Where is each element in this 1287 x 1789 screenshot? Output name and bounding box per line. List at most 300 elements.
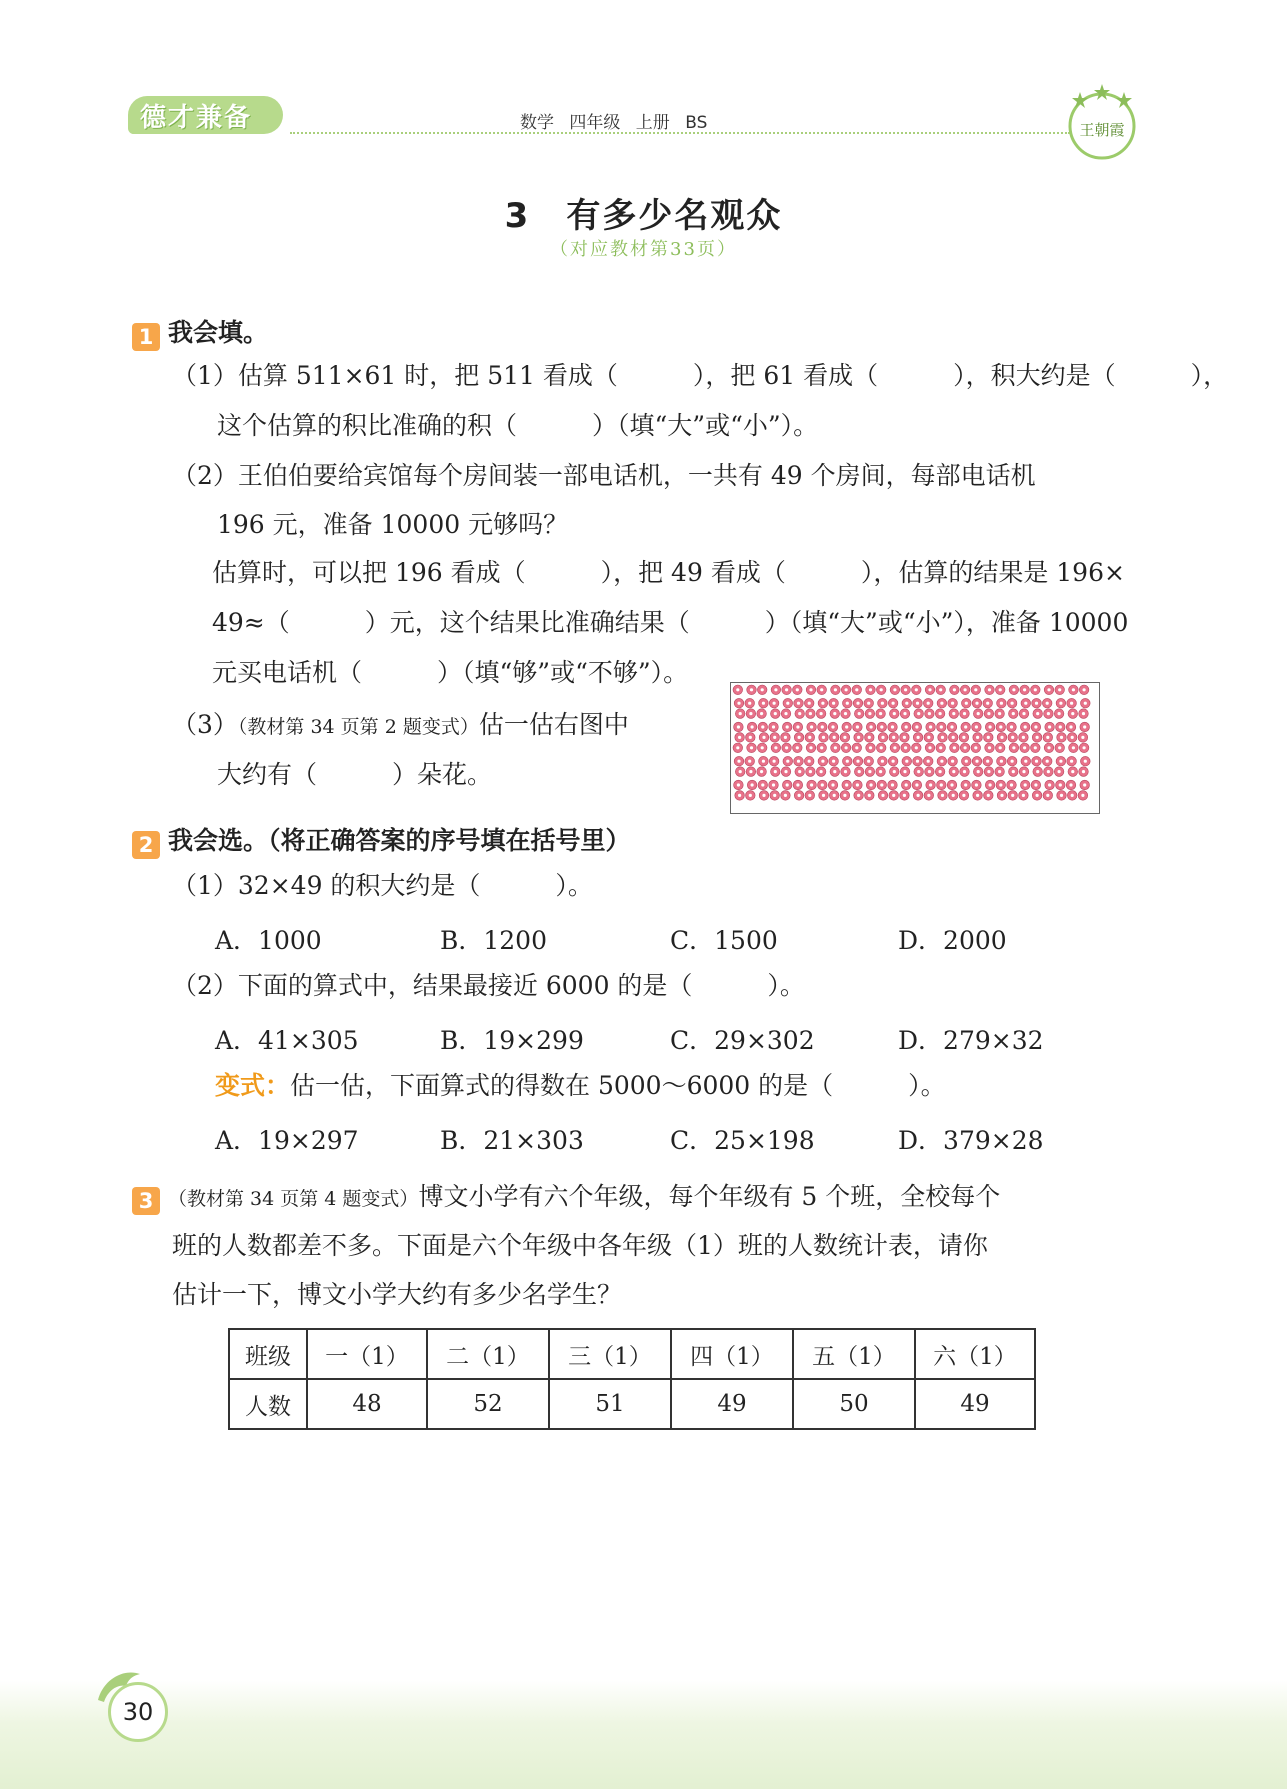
flower-center	[809, 746, 812, 749]
flower-center	[1035, 702, 1038, 705]
flower-center	[785, 688, 788, 691]
flower-center	[941, 794, 944, 797]
brand-logo	[118, 82, 288, 142]
q3-note: （教材第 34 页第 4 题变式）	[168, 1188, 419, 1210]
flower-center	[939, 688, 942, 691]
flower-center	[1023, 746, 1026, 749]
flower-center	[953, 688, 956, 691]
flower-center	[869, 746, 872, 749]
flower-center	[870, 725, 873, 728]
flower-center	[916, 702, 919, 705]
flower-center	[1081, 736, 1084, 739]
flower-center	[761, 688, 764, 691]
page-number: 30	[108, 1682, 168, 1742]
flower-center	[820, 746, 823, 749]
flower-center	[798, 770, 801, 773]
flower-center	[870, 783, 873, 786]
q1-heading	[132, 313, 268, 351]
flower-center	[749, 712, 752, 715]
flower-center	[831, 725, 834, 728]
flower-center	[880, 725, 883, 728]
header-subject: 数学 四年级 上册 BS	[520, 113, 708, 133]
flower-center	[917, 770, 920, 773]
flower-center	[1069, 725, 1072, 728]
flower-center	[786, 725, 789, 728]
q1-number-badge: 1	[132, 323, 160, 351]
flower-center	[905, 702, 908, 705]
flower-center	[738, 794, 741, 797]
flower-center	[965, 702, 968, 705]
flower-center	[772, 783, 775, 786]
flower-center	[940, 725, 943, 728]
flower-center	[929, 725, 932, 728]
flower-center	[1000, 736, 1003, 739]
count-cell: 49	[671, 1379, 793, 1429]
flower-center	[760, 712, 763, 715]
flower-center	[941, 736, 944, 739]
flower-center	[893, 746, 896, 749]
flower-center	[834, 746, 837, 749]
flower-center	[1072, 688, 1075, 691]
flower-center	[1059, 760, 1062, 763]
flower-center	[869, 688, 872, 691]
flower-center	[881, 702, 884, 705]
flower-center	[928, 688, 931, 691]
flower-center	[893, 688, 896, 691]
flower-center	[1072, 746, 1075, 749]
flower-center	[998, 770, 1001, 773]
flower-center	[977, 712, 980, 715]
flower-center	[903, 712, 906, 715]
flower-center	[749, 736, 752, 739]
q1-p3-prefix: （3）	[172, 710, 238, 739]
flower-center	[1047, 746, 1050, 749]
flower-center	[810, 725, 813, 728]
flower-center	[772, 725, 775, 728]
flower-center	[928, 770, 931, 773]
flower-center	[737, 725, 740, 728]
flower-center	[1071, 794, 1074, 797]
flower-center	[736, 688, 739, 691]
flower-center	[761, 746, 764, 749]
flower-center	[1048, 783, 1051, 786]
flower-center	[915, 783, 918, 786]
flower-center	[867, 702, 870, 705]
flower-center	[1081, 794, 1084, 797]
flower-center	[892, 760, 895, 763]
flower-center	[786, 760, 789, 763]
flower-center	[820, 688, 823, 691]
flower-center	[751, 725, 754, 728]
flower-center	[820, 712, 823, 715]
q2-variant-option-a: A．19×297	[215, 1126, 359, 1155]
flower-center	[797, 760, 800, 763]
page-title: 3 有多少名观众	[504, 196, 783, 236]
q3-line2: 班的人数都差不多。下面是六个年级中各年级（1）班的人数统计表，请你	[172, 1231, 988, 1260]
flower-center	[796, 725, 799, 728]
flower-center	[952, 712, 955, 715]
flower-center	[1012, 712, 1015, 715]
flower-center	[1082, 712, 1085, 715]
flower-center	[1022, 794, 1025, 797]
flower-center	[857, 736, 860, 739]
flower-center	[927, 702, 930, 705]
seal-lettering: 王朝霞	[1079, 121, 1125, 139]
flower-center	[774, 770, 777, 773]
flower-center	[1034, 725, 1037, 728]
q3-line3: 估计一下，博文小学大约有多少名学生？	[172, 1280, 623, 1309]
flower-center	[893, 770, 896, 773]
flower-center	[833, 712, 836, 715]
flower-center	[962, 794, 965, 797]
flower-center	[808, 794, 811, 797]
flower-center	[736, 746, 739, 749]
flower-center	[856, 760, 859, 763]
flower-center	[1011, 794, 1014, 797]
flower-center	[951, 760, 954, 763]
flower-center	[881, 760, 884, 763]
flower-center	[975, 760, 978, 763]
flower-center	[915, 725, 918, 728]
flower-center	[762, 760, 765, 763]
q2-p1-option-b: B．1200	[440, 926, 547, 955]
q2-heading-text: 我会选。（将正确答案的序号填在括号里）	[168, 826, 631, 855]
q2-p2-option-d: D．279×32	[898, 1026, 1044, 1055]
flower-center	[797, 702, 800, 705]
q1-p2-line2: 196 元，准备 10000 元够吗？	[217, 510, 569, 539]
q3-line1	[132, 1182, 1000, 1215]
flower-center	[953, 746, 956, 749]
count-cell: 51	[549, 1379, 671, 1429]
flower-center	[892, 794, 895, 797]
flower-center	[808, 736, 811, 739]
flower-center	[1023, 688, 1026, 691]
q1-p1-line2: 这个估算的积比准确的积（ ）（填“大”或“小”）。	[217, 411, 819, 440]
flower-center	[976, 736, 979, 739]
flower-center	[962, 736, 965, 739]
flower-center	[880, 688, 883, 691]
flower-center	[893, 712, 896, 715]
flower-center	[843, 736, 846, 739]
flower-center	[999, 783, 1002, 786]
flower-center	[773, 794, 776, 797]
flower-center	[892, 702, 895, 705]
flower-center	[809, 688, 812, 691]
flower-center	[748, 760, 751, 763]
flower-grid-image	[730, 682, 1100, 814]
flower-center	[903, 794, 906, 797]
flower-center	[786, 783, 789, 786]
q2-heading	[132, 821, 631, 859]
flower-center	[834, 688, 837, 691]
q1-p1-line1: （1）估算 511×61 时，把 511 看成（ ），把 61 看成（ ），积大约是（ ），	[172, 361, 1229, 390]
flower-center	[737, 702, 740, 705]
q1-p3-note: （教材第 34 页第 2 题变式）	[237, 716, 479, 738]
flower-center	[821, 725, 824, 728]
flower-center	[975, 783, 978, 786]
flower-center	[986, 702, 989, 705]
logo-text: 德才兼备	[140, 103, 253, 133]
count-cell: 50	[793, 1379, 915, 1429]
flower-center	[989, 725, 992, 728]
flower-center	[1022, 712, 1025, 715]
flower-center	[917, 712, 920, 715]
flower-center	[1036, 712, 1039, 715]
flower-center	[1036, 736, 1039, 739]
flower-center	[988, 688, 991, 691]
q2-p1: （1）32×49 的积大约是（ ）。	[172, 871, 593, 900]
flower-center	[1011, 702, 1014, 705]
flower-center	[855, 688, 858, 691]
flower-center	[928, 746, 931, 749]
flower-center	[904, 746, 907, 749]
flower-center	[987, 794, 990, 797]
flower-center	[868, 736, 871, 739]
flower-center	[1084, 760, 1087, 763]
flower-center	[916, 760, 919, 763]
class-cell: 五（1）	[793, 1329, 915, 1379]
flower-center	[808, 702, 811, 705]
flower-center	[904, 688, 907, 691]
flower-center	[1059, 783, 1062, 786]
flower-center	[809, 712, 812, 715]
flower-center	[1070, 760, 1073, 763]
flower-center	[964, 688, 967, 691]
flower-center	[1012, 770, 1015, 773]
flower-center	[774, 712, 777, 715]
flower-center	[1082, 770, 1085, 773]
flower-center	[1046, 794, 1049, 797]
footer-band	[0, 1680, 1287, 1789]
flower-center	[1000, 760, 1003, 763]
q3-number-badge: 3	[132, 1187, 160, 1215]
flower-center	[986, 760, 989, 763]
flower-center	[1024, 760, 1027, 763]
flower-center	[868, 712, 871, 715]
flower-center	[845, 688, 848, 691]
q2-number-badge: 2	[132, 831, 160, 859]
flower-center	[917, 794, 920, 797]
flower-center	[1012, 688, 1015, 691]
q3-text-1: 博文小学有六个年级，每个年级有 5 个班，全校每个	[418, 1182, 1001, 1211]
flower-center	[1046, 760, 1049, 763]
flower-center	[808, 760, 811, 763]
flower-center	[939, 746, 942, 749]
flower-center	[844, 712, 847, 715]
flower-center	[1024, 725, 1027, 728]
flower-center	[762, 702, 765, 705]
flower-center	[738, 736, 741, 739]
flower-center	[809, 770, 812, 773]
flower-center	[845, 746, 848, 749]
flower-center	[749, 770, 752, 773]
flower-center	[927, 760, 930, 763]
flower-center	[999, 725, 1002, 728]
count-cell: 49	[915, 1379, 1035, 1429]
q2-p2-option-b: B．19×299	[440, 1026, 584, 1055]
flower-center	[1058, 746, 1061, 749]
flower-center	[1000, 702, 1003, 705]
flower-center	[939, 712, 942, 715]
q2-p1-option-c: C．1500	[670, 926, 778, 955]
flower-center	[1071, 770, 1074, 773]
flower-center	[796, 746, 799, 749]
flower-center	[844, 770, 847, 773]
flower-center	[1036, 794, 1039, 797]
flower-center	[845, 783, 848, 786]
flower-center	[858, 712, 861, 715]
flower-center	[1010, 725, 1013, 728]
flower-center	[1011, 736, 1014, 739]
flower-center	[1058, 688, 1061, 691]
flower-center	[1059, 702, 1062, 705]
flower-center	[762, 736, 765, 739]
flower-center	[965, 760, 968, 763]
flower-center	[1047, 688, 1050, 691]
flower-center	[737, 783, 740, 786]
flower-center	[1022, 736, 1025, 739]
flower-center	[1010, 783, 1013, 786]
class-cell: 二（1）	[427, 1329, 549, 1379]
flower-center	[939, 770, 942, 773]
q2-p2: （2）下面的算式中，结果最接近 6000 的是（ ）。	[172, 971, 805, 1000]
flower-center	[905, 725, 908, 728]
flower-center	[831, 783, 834, 786]
flower-center	[821, 702, 824, 705]
flower-center	[1058, 770, 1061, 773]
flower-center	[821, 760, 824, 763]
flower-center	[952, 736, 955, 739]
flower-center	[855, 746, 858, 749]
flower-center	[1034, 746, 1037, 749]
flower-center	[1035, 760, 1038, 763]
flower-center	[1084, 702, 1087, 705]
publisher-seal-icon	[1062, 78, 1142, 168]
flower-center	[989, 783, 992, 786]
flower-center	[773, 702, 776, 705]
flower-center	[929, 783, 932, 786]
flower-center	[952, 794, 955, 797]
flower-center	[1058, 712, 1061, 715]
flower-center	[905, 783, 908, 786]
flower-center	[856, 783, 859, 786]
flower-center	[891, 783, 894, 786]
flower-center	[846, 760, 849, 763]
q1-heading-text: 我会填。	[168, 318, 269, 347]
flower-center	[785, 746, 788, 749]
flower-center	[784, 736, 787, 739]
flower-center	[798, 736, 801, 739]
q1-p2-line3: 估算时，可以把 196 看成（ ），把 49 看成（ ），估算的结果是 196×	[212, 558, 1125, 587]
flower-center	[833, 770, 836, 773]
class-cell: 三（1）	[549, 1329, 671, 1379]
flower-center	[999, 688, 1002, 691]
count-cell: 48	[307, 1379, 427, 1429]
flower-center	[950, 725, 953, 728]
flower-center	[833, 794, 836, 797]
flower-center	[905, 760, 908, 763]
flower-center	[964, 783, 967, 786]
q1-p2-line4: 49≈（ ）元，这个结果比准确结果（ ）（填“大”或“小”），准备 10000	[212, 608, 1129, 637]
flower-center	[761, 725, 764, 728]
flower-center	[940, 702, 943, 705]
flower-center	[748, 702, 751, 705]
flower-center	[976, 794, 979, 797]
flower-center	[1024, 702, 1027, 705]
q2-p1-option-d: D．2000	[898, 926, 1007, 955]
flower-center	[998, 712, 1001, 715]
flower-center	[977, 770, 980, 773]
flower-center	[952, 770, 955, 773]
flower-center	[951, 702, 954, 705]
flower-center	[974, 688, 977, 691]
flower-center	[964, 725, 967, 728]
flower-center	[1071, 736, 1074, 739]
flower-center	[881, 736, 884, 739]
q1-p3-text: 估一估右图中	[478, 710, 629, 739]
flower-center	[846, 702, 849, 705]
flower-center	[857, 794, 860, 797]
flower-center	[773, 760, 776, 763]
flower-center	[987, 736, 990, 739]
q1-p3-line2: 大约有（ ）朵花。	[217, 760, 493, 789]
flower-center	[784, 712, 787, 715]
flower-center	[999, 746, 1002, 749]
flower-center	[1060, 794, 1063, 797]
variant-text: 估一估，下面算式的得数在 5000～6000 的是（ ）。	[290, 1071, 946, 1100]
flower-center	[1012, 746, 1015, 749]
flower-center	[881, 794, 884, 797]
flower-center	[798, 712, 801, 715]
flower-center	[786, 702, 789, 705]
class-size-table	[228, 1328, 1036, 1430]
flower-center	[832, 702, 835, 705]
flower-center	[796, 783, 799, 786]
flower-center	[1011, 760, 1014, 763]
flower-center	[751, 783, 754, 786]
flower-center	[1046, 702, 1049, 705]
q2-p2-option-c: C．29×302	[670, 1026, 815, 1055]
flower-center	[1071, 712, 1074, 715]
flower-center	[1000, 794, 1003, 797]
flower-center	[975, 725, 978, 728]
flower-center	[1036, 770, 1039, 773]
class-cell: 六（1）	[915, 1329, 1035, 1379]
flower-center	[928, 712, 931, 715]
page-subtitle: （对应教材第33页）	[550, 239, 737, 260]
flower-center	[822, 794, 825, 797]
count-cell: 52	[427, 1379, 549, 1429]
flower-center	[773, 736, 776, 739]
flower-center	[833, 736, 836, 739]
flower-center	[750, 688, 753, 691]
flower-center	[1083, 688, 1086, 691]
flower-center	[988, 746, 991, 749]
flower-center	[880, 783, 883, 786]
flower-center	[903, 770, 906, 773]
flower-center	[1059, 725, 1062, 728]
flower-center	[987, 712, 990, 715]
flower-center	[940, 760, 943, 763]
row-header-count: 人数	[229, 1379, 307, 1429]
flower-center	[810, 783, 813, 786]
flower-center	[749, 794, 752, 797]
flower-center	[774, 746, 777, 749]
flower-center	[915, 746, 918, 749]
flower-center	[739, 770, 742, 773]
flower-center	[856, 702, 859, 705]
flower-center	[762, 794, 765, 797]
